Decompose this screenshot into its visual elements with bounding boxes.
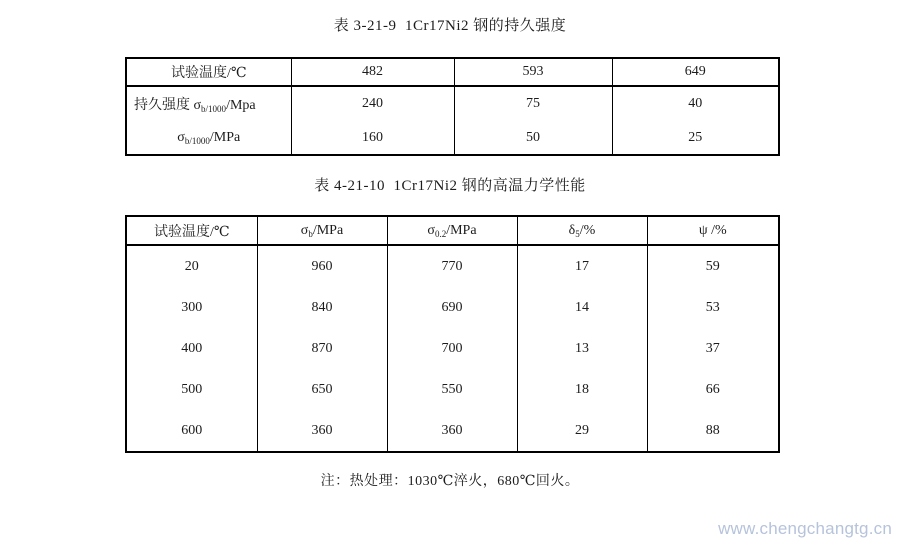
table2-cell: 17 — [517, 245, 647, 287]
table1-row-label: $\sigma_{b/1000}$/MPa — [126, 121, 291, 155]
table1-header-value: 482 — [291, 58, 454, 86]
sigma-subscript: b/1000 — [201, 104, 227, 114]
table2-cell: 66 — [647, 369, 779, 410]
table1-row-sigma-b1000-mpa2 — [126, 121, 779, 155]
table2-row-400 — [126, 328, 779, 369]
table2-cell: 500 — [126, 369, 257, 410]
table1-cell: 50 — [454, 121, 612, 155]
table2-cell: 600 — [126, 410, 257, 452]
table2-cell: 53 — [647, 287, 779, 328]
table2-header-delta-5: $\delta_5/\%$ — [517, 216, 647, 245]
table2-cell: 770 — [387, 245, 517, 287]
table1-header-label: 试验温度/℃ — [126, 58, 291, 86]
table1-row-sigma-b1000-mpa — [126, 86, 779, 121]
table1-header-row — [126, 58, 779, 86]
table2-cell: 700 — [387, 328, 517, 369]
table1-header-value: 593 — [454, 58, 612, 86]
table1-cell: 75 — [454, 86, 612, 121]
table2-header-sigma-02: $\sigma_{0.2}$/MPa — [387, 216, 517, 245]
table2-cell: 14 — [517, 287, 647, 328]
table2-cell: 690 — [387, 287, 517, 328]
table2-cell: 360 — [257, 410, 387, 452]
table1-cell: 40 — [612, 86, 779, 121]
table2-header-row — [126, 216, 779, 245]
table2-row-300 — [126, 287, 779, 328]
table1-cell: 240 — [291, 86, 454, 121]
table2-cell: 870 — [257, 328, 387, 369]
table1-durable-strength — [125, 57, 780, 156]
table1-header-value: 649 — [612, 58, 779, 86]
table2-cell: 13 — [517, 328, 647, 369]
table2-cell: 20 — [126, 245, 257, 287]
table2-row-20 — [126, 245, 779, 287]
table2-cell: 360 — [387, 410, 517, 452]
table2-cell: 29 — [517, 410, 647, 452]
table2-cell: 300 — [126, 287, 257, 328]
table1-caption: 表 3-21-9 1Cr17Ni2 钢的持久强度 — [333, 18, 567, 34]
table2-cell: 650 — [257, 369, 387, 410]
table2-cell: 37 — [647, 328, 779, 369]
table2-cell: 59 — [647, 245, 779, 287]
sigma-subscript: b/1000 — [184, 135, 210, 146]
table2-cell: 960 — [257, 245, 387, 287]
table2-cell: 840 — [257, 287, 387, 328]
sigma-b-subscript: b — [308, 228, 313, 239]
table2-cell: 550 — [387, 369, 517, 410]
table1-cell: 160 — [291, 121, 454, 155]
table2-caption: 表 4-21-10 1Cr17Ni2 钢的高温力学性能 — [314, 178, 586, 194]
table2-header-sigma-b: $\sigma_b$/MPa — [257, 216, 387, 245]
delta-5-subscript: 5 — [575, 228, 580, 239]
table2-row-600 — [126, 410, 779, 452]
table1-cell: 25 — [612, 121, 779, 155]
table2-cell: 400 — [126, 328, 257, 369]
table2-high-temp-mechanical-properties — [125, 215, 780, 453]
sigma-02-subscript: 0.2 — [434, 228, 447, 239]
table2-header-temp: 试验温度/℃ — [126, 216, 257, 245]
table2-header-psi: ψ /% — [647, 216, 779, 245]
watermark-url: www.chengchangtg.cn — [718, 519, 892, 538]
table1-row-label: 持久强度 $\sigma_{b/1000}$/Mpa — [126, 86, 291, 121]
table2-cell: 88 — [647, 410, 779, 452]
table2-cell: 18 — [517, 369, 647, 410]
table2-row-500 — [126, 369, 779, 410]
heat-treatment-note: 注：热处理：1030℃淬火，680℃回火。 — [320, 474, 580, 489]
